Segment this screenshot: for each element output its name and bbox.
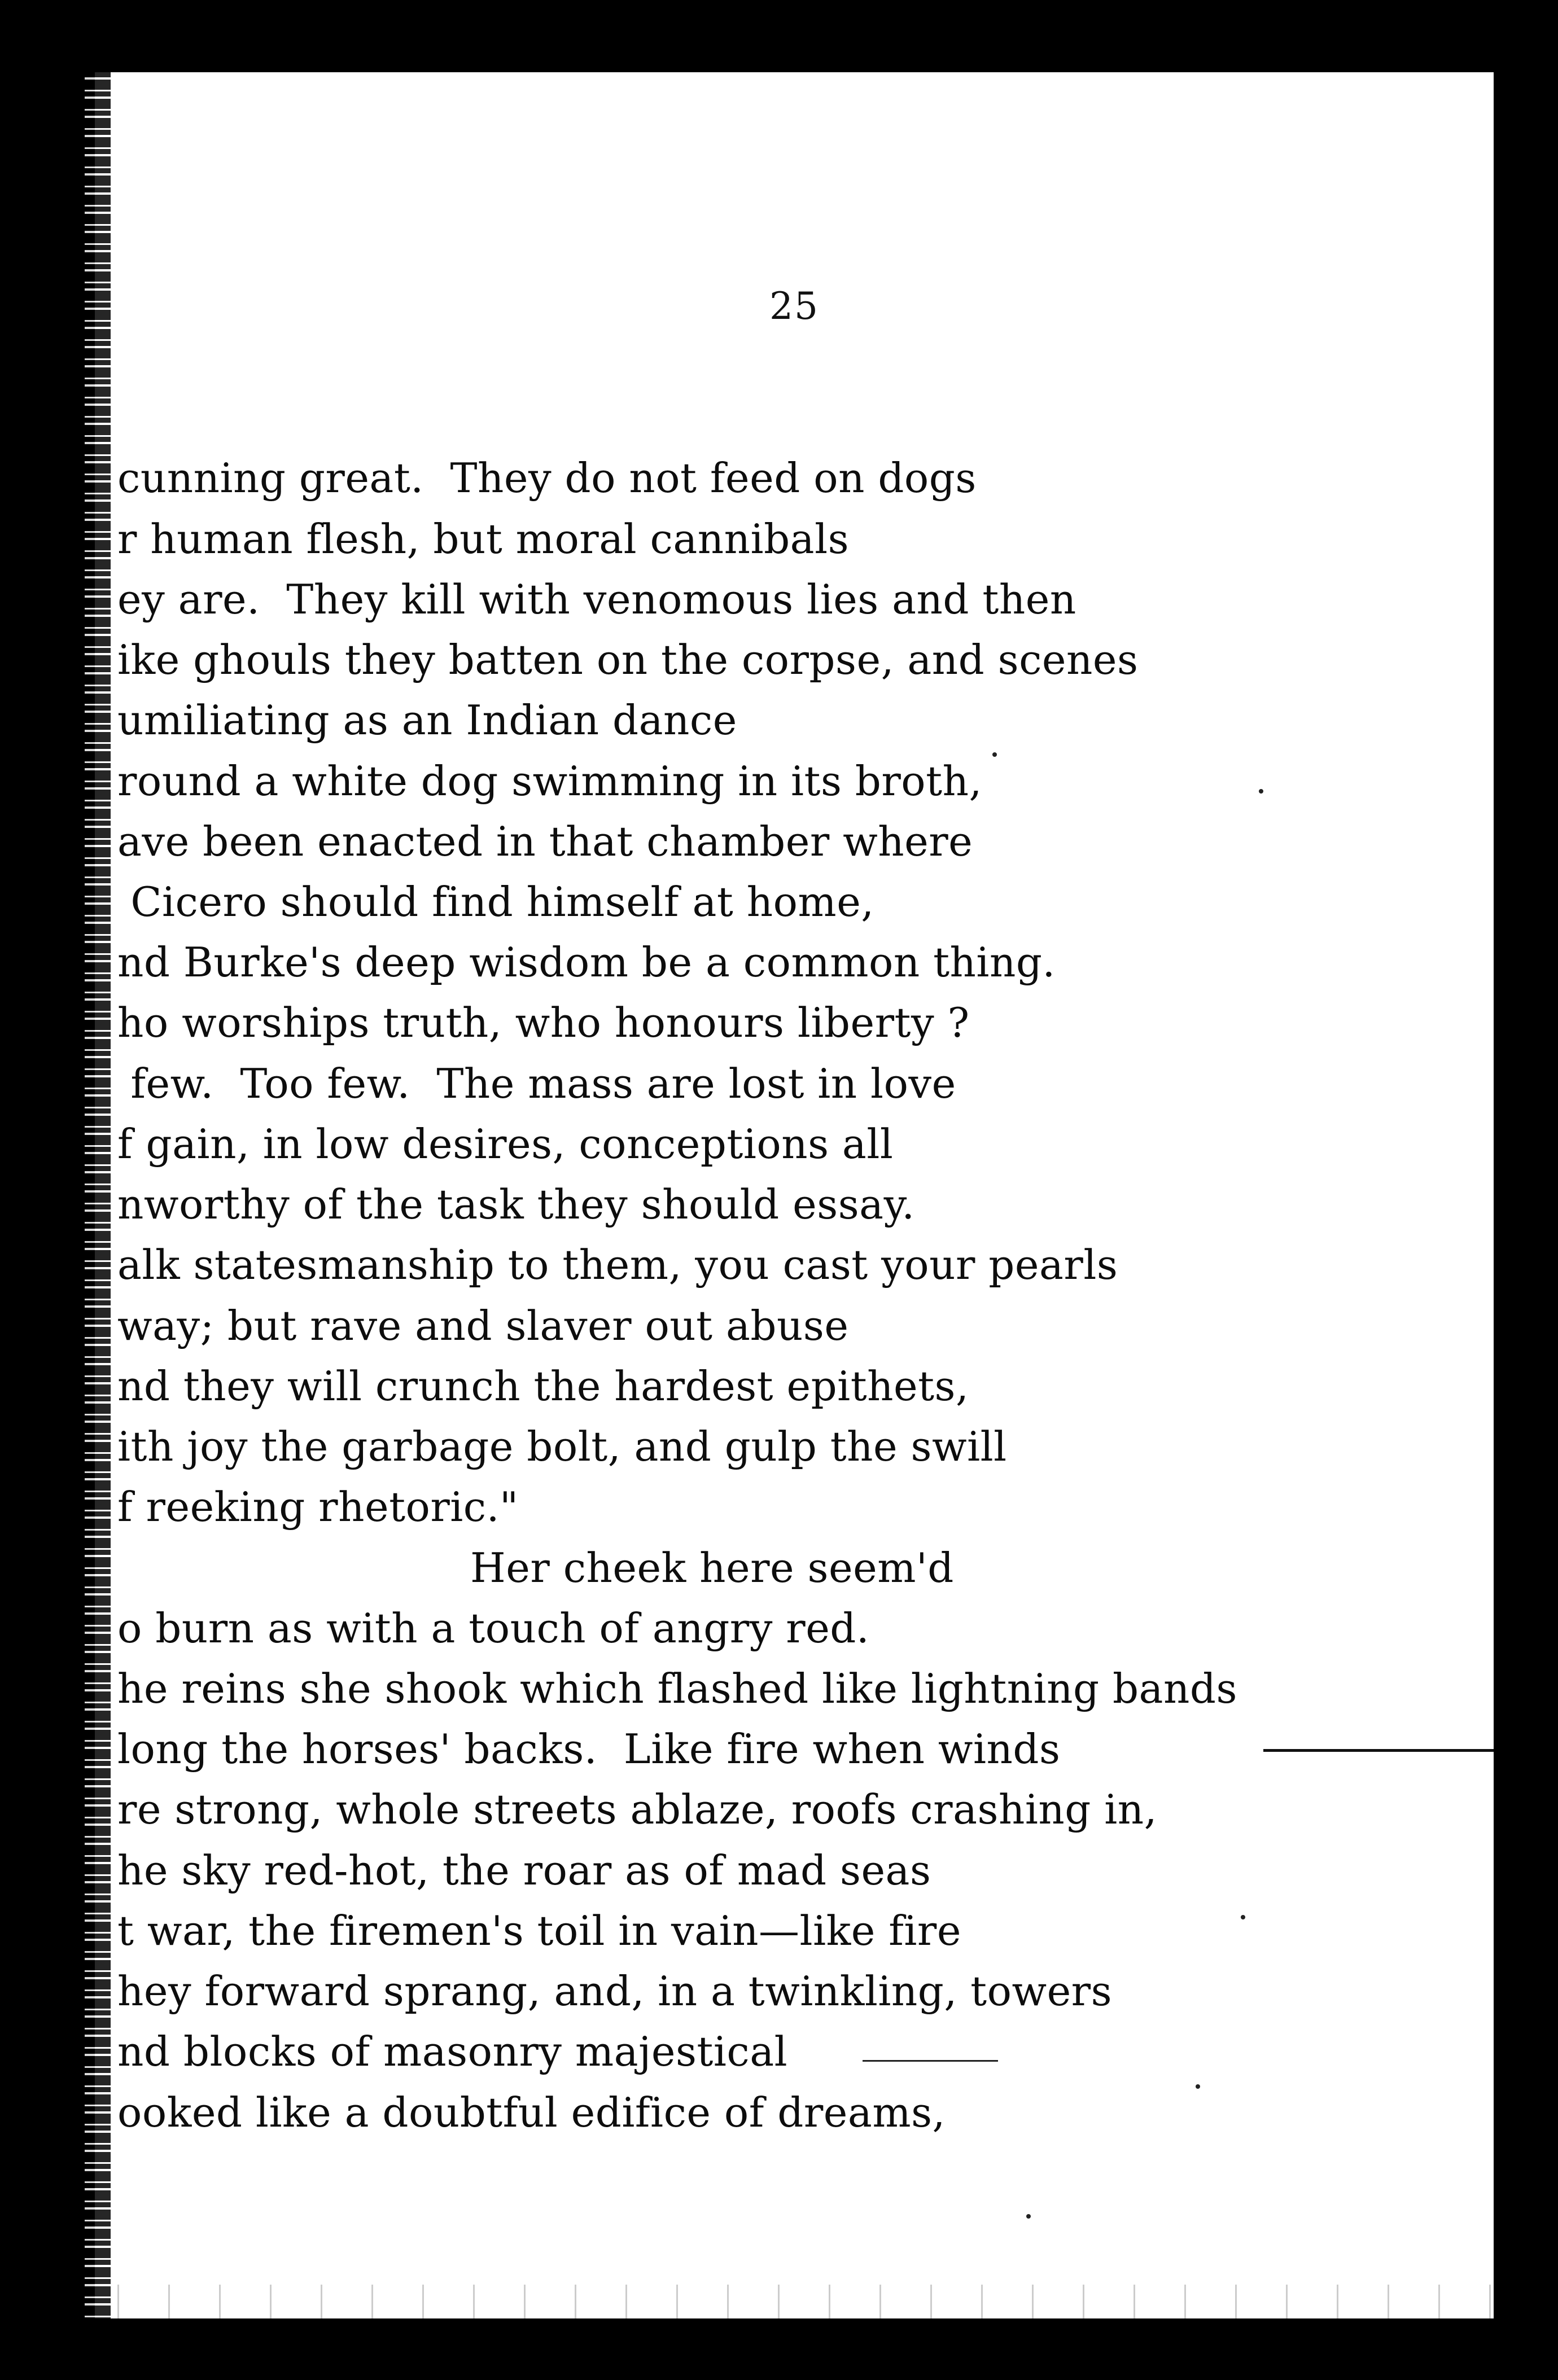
poem-line: re strong, whole streets ablaze, roofs crashing in,	[117, 1786, 1157, 1833]
poem-line: ey are. They kill with venomous lies and then	[117, 576, 1076, 623]
poem-line: ike ghouls they batten on the corpse, and scenes	[117, 636, 1139, 683]
poem-line: Cicero should find himself at home,	[117, 878, 874, 926]
poem-line: ave been enacted in that chamber where	[117, 818, 973, 865]
scan-speck	[1241, 1915, 1245, 1919]
poem-body	[95, 72, 1494, 2318]
poem-line: hey forward sprang, and, in a twinkling, towers	[117, 1967, 1113, 2015]
printed-rule	[1263, 1749, 1494, 1752]
scan-noise	[95, 2285, 1494, 2318]
poem-line: f reeking rhetoric."	[117, 1483, 519, 1531]
poem-line: way; but rave and slaver out abuse	[117, 1302, 849, 1349]
poem-line: he sky red-hot, the roar as of mad seas	[117, 1847, 931, 1894]
poem-line: he reins she shook which flashed like lightning bands	[117, 1665, 1237, 1712]
poem-line: f gain, in low desires, conceptions all	[117, 1120, 894, 1168]
scan-speck	[1259, 789, 1263, 794]
poem-line: r human flesh, but moral cannibals	[117, 515, 850, 563]
poem-line: Her cheek here seem'd	[470, 1544, 954, 1592]
poem-line: t war, the firemen's toil in vain—like fire	[117, 1907, 961, 1954]
poem-line: long the horses' backs. Like fire when winds	[117, 1725, 1061, 1773]
poem-line: o burn as with a touch of angry red.	[117, 1605, 870, 1652]
scan-speck	[992, 752, 997, 757]
poem-line: nd blocks of masonry majestical	[117, 2028, 788, 2075]
book-page	[95, 72, 1494, 2318]
poem-line: ho worships truth, who honours liberty ?	[117, 999, 970, 1046]
poem-line: nd they will crunch the hardest epithets,	[117, 1362, 969, 1410]
poem-line: round a white dog swimming in its broth,	[117, 757, 982, 805]
poem-line: few. Too few. The mass are lost in love	[117, 1060, 956, 1107]
poem-line: ooked like a doubtful edifice of dreams,	[117, 2089, 946, 2136]
page-number: 25	[769, 284, 819, 328]
printed-dash	[863, 2060, 998, 2062]
poem-line: cunning great. They do not feed on dogs	[117, 454, 977, 502]
poem-line: umiliating as an Indian dance	[117, 696, 737, 744]
poem-line: ith joy the garbage bolt, and gulp the swill	[117, 1423, 1007, 1470]
scan-speck	[1026, 2214, 1031, 2219]
binding-edge	[85, 72, 111, 2318]
poem-line: nd Burke's deep wisdom be a common thing.	[117, 939, 1056, 986]
poem-line: nworthy of the task they should essay.	[117, 1181, 915, 1228]
scan-speck	[1196, 2084, 1200, 2089]
poem-line: alk statesmanship to them, you cast your pearls	[117, 1241, 1118, 1288]
